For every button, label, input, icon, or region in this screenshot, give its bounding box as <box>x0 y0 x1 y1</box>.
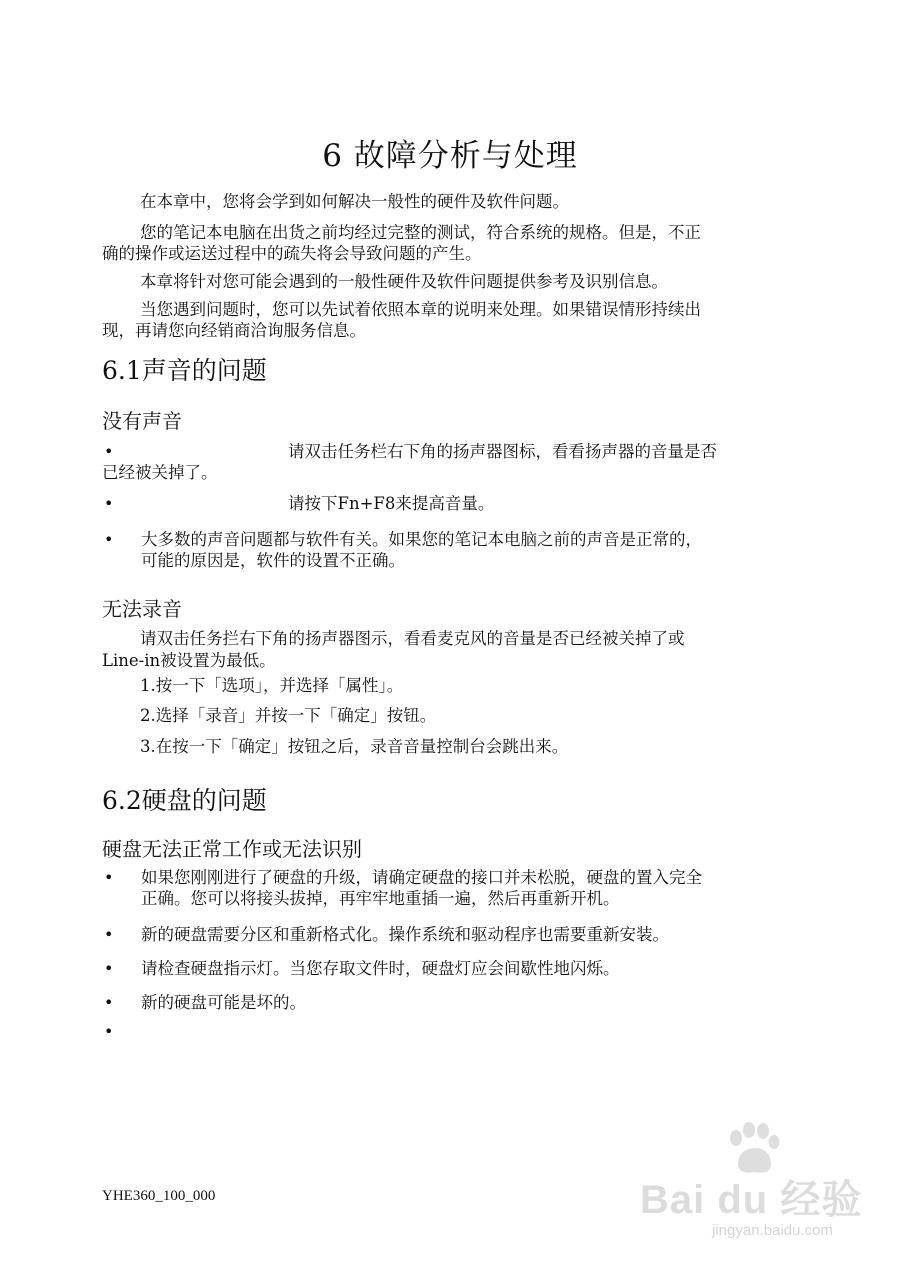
intro-line-3: 确的操作或运送过程中的疏失将会导致问题的产生。 <box>102 244 482 263</box>
section-6-2-heading: 6.2硬盘的问题 <box>102 786 267 815</box>
bullet-icon: • <box>104 494 114 513</box>
intro-line-2: 您的笔记本电脑在出货之前均经过完整的测试，符合系统的规格。但是，不正 <box>140 223 701 242</box>
cannot-record-para-1: 请双击任务拦右下角的扬声器图示，看看麦克风的音量是否已经被关掉了或 <box>140 629 685 648</box>
no-sound-item-1: 请双击任务栏右下角的扬声器图标，看看扬声器的音量是否 <box>288 442 717 461</box>
intro-line-5: 当您遇到问题时，您可以先试着依照本章的说明来处理。如果错误情形持续出 <box>140 300 701 319</box>
bullet-icon: • <box>104 959 114 978</box>
no-sound-item-3: 大多数的声音问题都与软件有关。如果您的笔记本电脑之前的声音是正常的， <box>141 530 702 549</box>
record-step-2: 2.选择「录音」并按一下「确定」按钮。 <box>140 706 437 725</box>
record-step-1: 1.按一下「选项」，并选择「属性」。 <box>140 676 404 695</box>
cannot-record-para-2: Line-in被设置为最低。 <box>102 651 276 670</box>
bullet-icon: • <box>104 530 114 549</box>
baidu-watermark <box>640 1120 870 1270</box>
watermark-url: jingyan.baidu.com <box>712 1222 833 1239</box>
bullet-icon: • <box>104 993 114 1012</box>
hdd-item-1-cont: 正确。您可以将接头拔掉，再牢牢地重插一遍，然后再重新开机。 <box>141 889 620 908</box>
hdd-item-3: 请检查硬盘指示灯。当您存取文件时，硬盘灯应会间歇性地闪烁。 <box>141 959 620 978</box>
hdd-item-4: 新的硬盘可能是坏的。 <box>141 993 306 1012</box>
section-6-1-heading: 6.1声音的问题 <box>102 356 267 385</box>
no-sound-item-2: 请按下Fn+F8来提高音量。 <box>288 494 495 513</box>
intro-line-6: 现，再请您向经销商洽询服务信息。 <box>102 321 366 340</box>
hdd-heading: 硬盘无法正常工作或无法识别 <box>102 837 362 861</box>
watermark-logo-text: Bai du 经验 <box>640 1178 863 1222</box>
no-sound-item-1-cont: 已经被关掉了。 <box>102 463 218 482</box>
footer-code: YHE360_100_000 <box>102 1188 216 1204</box>
bullet-icon: • <box>104 868 114 887</box>
intro-line-4: 本章将针对您可能会遇到的一般性硬件及软件问题提供参考及识别信息。 <box>140 272 668 291</box>
no-sound-heading: 没有声音 <box>102 409 182 433</box>
intro-line-1: 在本章中，您将会学到如何解决一般性的硬件及软件问题。 <box>140 192 569 211</box>
chapter-title: 6 故障分析与处理 <box>322 138 578 174</box>
cannot-record-heading: 无法录音 <box>102 597 182 621</box>
record-step-3: 3.在按一下「确定」按钮之后，录音音量控制台会跳出来。 <box>140 737 569 756</box>
bullet-icon: • <box>104 925 114 944</box>
hdd-item-2: 新的硬盘需要分区和重新格式化。操作系统和驱动程序也需要重新安装。 <box>141 925 669 944</box>
bullet-icon: • <box>104 442 114 461</box>
hdd-item-1: 如果您刚刚进行了硬盘的升级，请确定硬盘的接口并未松脱，硬盘的置入完全 <box>141 868 702 887</box>
no-sound-item-3-cont: 可能的原因是，软件的设置不正确。 <box>141 551 405 570</box>
bullet-icon: • <box>104 1022 114 1041</box>
